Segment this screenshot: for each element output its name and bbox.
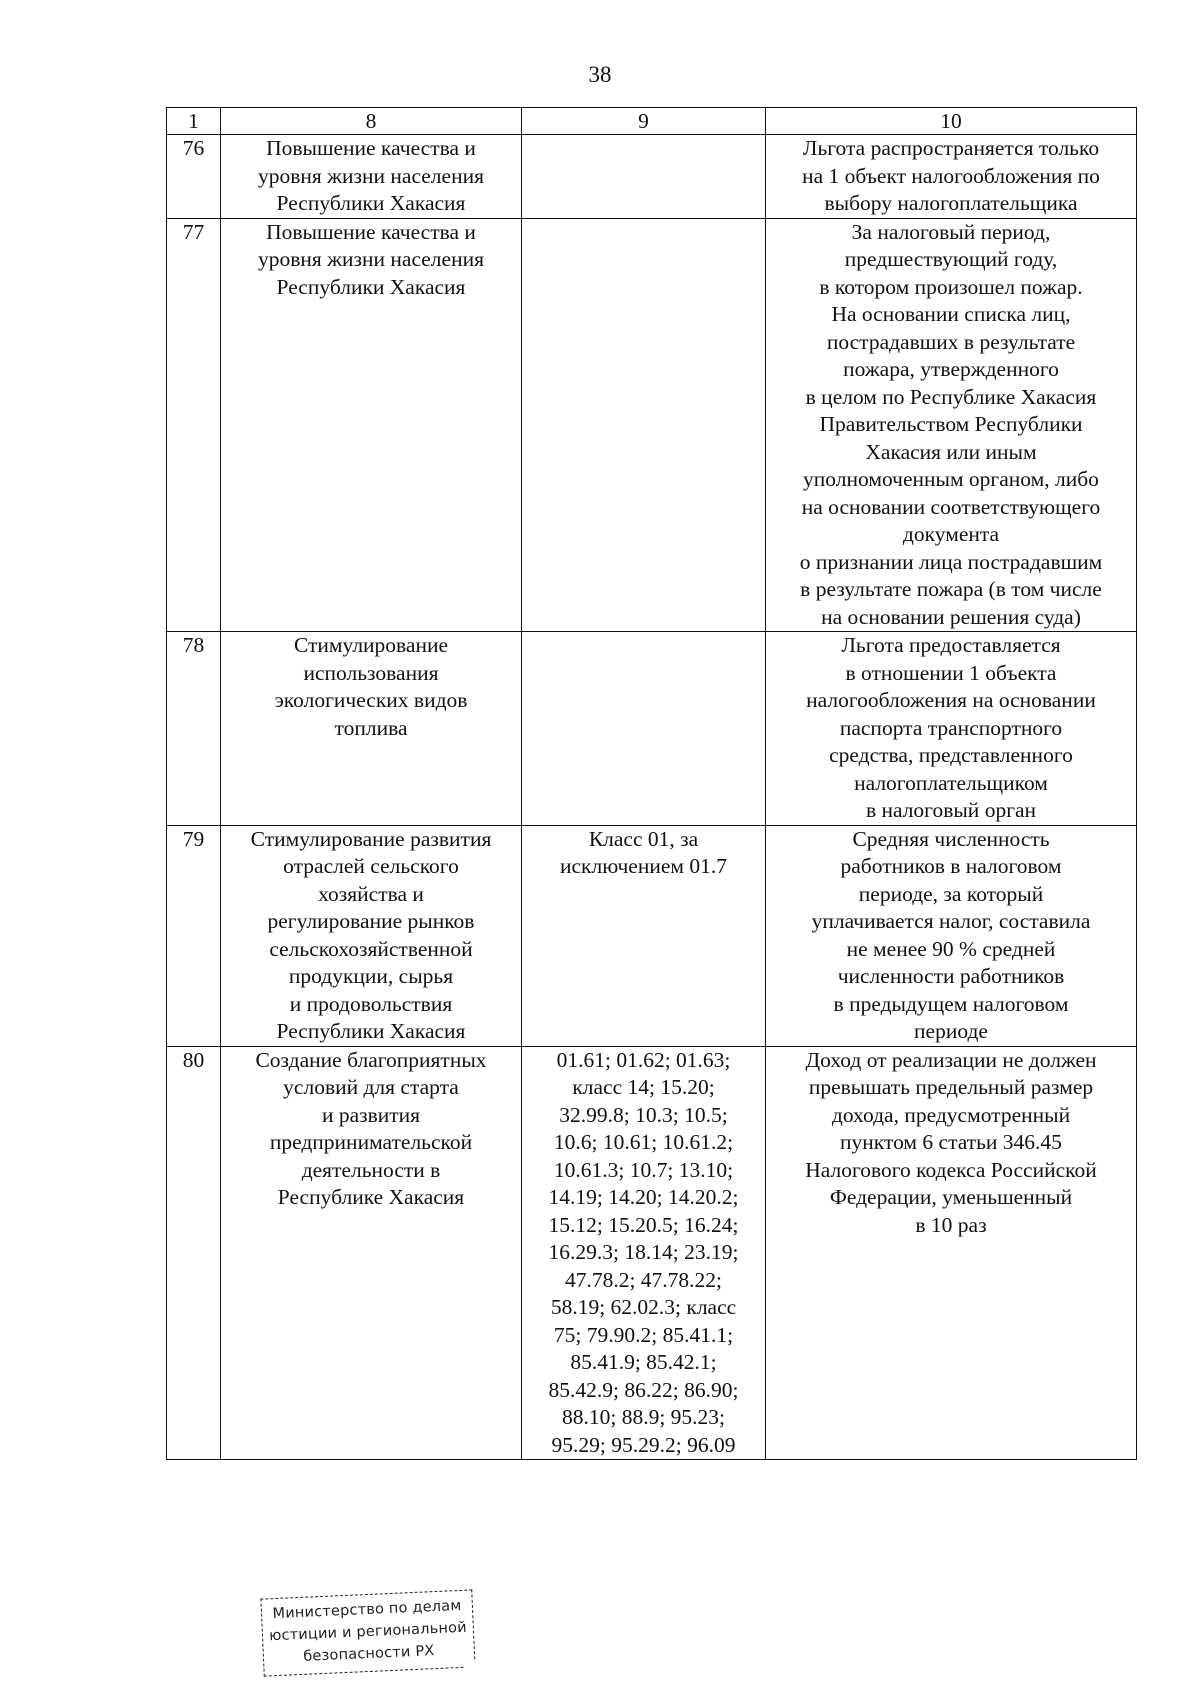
ministry-stamp [260, 1589, 475, 1676]
conditions-text: Льгота предоставляется в отношении 1 объекта налогообложения на основании паспорта транспортного средства, представленного налогоплательщиком в налоговый орган [806, 633, 1096, 822]
conditions-cell [766, 825, 1137, 1046]
header-col-10: 10 [766, 108, 1137, 135]
header-col-8: 8 [221, 108, 522, 135]
header-col-9: 9 [522, 108, 766, 135]
conditions-text: За налоговый период, предшествующий году, в котором произошел пожар. На основании списка лиц, пострадавших в результате пожара, утвержденного в целом по Республике Хакасия Правительством Республики Хакасия или иным уполномоченным органом, либо на основании соответствующего документа о признании лица пострадавшим в результате пожара (в том числе на основании решения суда) [799, 219, 1103, 629]
goal-text: Создание благоприятных условий для старта и развития предпринимательской деятельности в Республике Хакасия [255, 1047, 487, 1209]
row-number: 79 [167, 825, 221, 1046]
table-row [167, 218, 1137, 632]
codes-cell [522, 135, 766, 219]
codes-cell [522, 218, 766, 632]
goal-text: Повышение качества и уровня жизни населения Республики Хакасия [258, 136, 484, 215]
benefits-table [166, 107, 1137, 1460]
goal-cell [221, 1046, 522, 1460]
conditions-cell [766, 218, 1137, 632]
codes-cell [522, 1046, 766, 1460]
row-number: 77 [167, 218, 221, 632]
header-col-1: 1 [167, 108, 221, 135]
conditions-cell [766, 135, 1137, 219]
table-row [167, 632, 1137, 826]
stamp-line-2: юстиции и региональной [268, 1619, 468, 1645]
table-row [167, 135, 1137, 219]
goal-cell [221, 632, 522, 826]
row-number: 76 [167, 135, 221, 219]
stamp-line-1: Министерство по делам [272, 1597, 462, 1623]
stamp-frame-bottom [264, 1667, 464, 1677]
goal-cell [221, 135, 522, 219]
codes-text: Класс 01, за исключением 01.7 [560, 826, 727, 878]
goal-text: Стимулирование развития отраслей сельского хозяйства и регулирование рынков сельскохозяйственной продукции, сырья и продовольствия Республики Хакасия [250, 826, 492, 1043]
stamp-line-3: безопасности РХ [302, 1643, 435, 1665]
conditions-text: Доход от реализации не должен превышать предельный размер дохода, предусмотренный пунктом 6 статьи 346.45 Налогового кодекса Российской Федерации, уменьшенный в 10 раз [805, 1047, 1097, 1237]
page-number: 38 [588, 62, 612, 87]
table-row [167, 825, 1137, 1046]
conditions-text: Средняя численность работников в налоговом периоде, за который уплачивается налог, составила не менее 90 % средней численности работников в предыдущем налоговом периоде [811, 826, 1091, 1043]
goal-cell [221, 218, 522, 632]
table-header-row [167, 108, 1137, 135]
codes-text: 01.61; 01.62; 01.63; класс 14; 15.20; 32.99.8; 10.3; 10.5; 10.6; 10.61; 10.61.2; 10.61.3; 10.7; 13.10; 14.19; 14.20; 14.20.2; 15.12; 15.20.5; 16.24; 16.29.3; 18.14; 23.19; 47.78.2; 47.78.22; 58.19; 62.02.3; класс 75; 79.90.2; 85.41.1; 85.41.9; 85.42.1; 85.42.9; 86.22; 86.90; 88.10; 88.9; 95.23; 95.29; 95.29.2; 96.09 [548, 1047, 739, 1457]
codes-cell [522, 632, 766, 826]
row-number: 80 [167, 1046, 221, 1460]
row-number: 78 [167, 632, 221, 826]
conditions-cell [766, 632, 1137, 826]
codes-cell [522, 825, 766, 1046]
conditions-cell [766, 1046, 1137, 1460]
goal-cell [221, 825, 522, 1046]
goal-text: Стимулирование использования экологических видов топлива [274, 633, 468, 740]
conditions-text: Льгота распространяется только на 1 объект налогообложения по выбору налогоплательщика [802, 136, 1100, 215]
goal-text: Повышение качества и уровня жизни населения Республики Хакасия [258, 219, 484, 299]
table-row [167, 1046, 1137, 1460]
